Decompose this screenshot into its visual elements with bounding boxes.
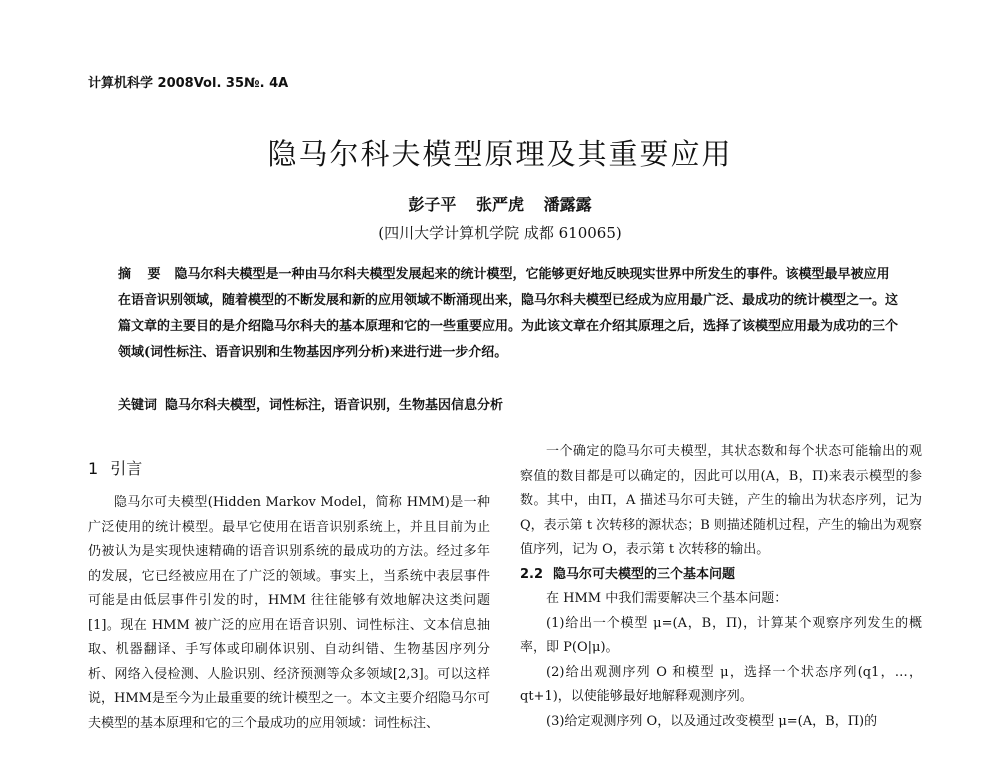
- subsection-number: 2.2: [520, 566, 544, 582]
- journal-header: 计算机科学 2008Vol. 35№. 4A: [88, 76, 289, 91]
- keywords-block: [118, 393, 898, 419]
- abstract-block: [118, 262, 898, 366]
- subsection-title: 隐马尔可夫模型的三个基本问题: [553, 566, 736, 582]
- subsection-heading: [520, 563, 922, 588]
- intro-paragraph: 隐马尔可夫模型(Hidden Markov Model，简称 HMM)是一种广泛使用的统计模型。最早它使用在语音识别系统上，并且目前为止仍被认为是实现快速精确的语音识别系统的最成功的方法。经过多年的发展，它已经被应用在了广泛的领域。事实上，当系统中表层事件可能是由低层事件引发的时，HMM 往往能够有效地解决这类问题[1]。现在 HMM 被广泛的应用在语音识别、词性标注、文本信息抽取、机器翻译、手写体或印刷体识别、自动纠错、生物基因序列分析、网络入侵检测、人脸识别、经济预测等众多领域[2,3]。可以这样说，HMM是至今为止最重要的统计模型之一。本文主要介绍隐马尔可夫模型的基本原理和它的三个最成功的应用领域：词性标注、: [88, 495, 490, 731]
- section-heading: [88, 456, 490, 479]
- paper-authors: 彭子平 张严虎 潘露露: [408, 195, 592, 214]
- keywords-text: 隐马尔科夫模型，词性标注，语音识别，生物基因信息分析: [165, 398, 504, 413]
- continued-paragraph: 一个确定的隐马尔可夫模型，其状态数和每个状态可能输出的观察值的数目都是可以确定的，因此可以用(A，B，Π)来表示模型的参数。其中，由Π，A 描述马尔可夫链，产生的输出为状态序列，记为 Q，表示第 t 次转移的源状态；B 则描述随机过程，产生的输出为观察值序列，记为 O，表示第 t 次转移的输出。: [520, 444, 922, 557]
- section-number: 1: [88, 459, 99, 478]
- keywords-label: 关键词: [118, 398, 158, 413]
- left-column: [88, 440, 490, 736]
- paper-title: 隐马尔科夫模型原理及其重要应用: [267, 137, 733, 171]
- abstract-label: 摘 要: [118, 267, 167, 282]
- problems-intro: 在 HMM 中我们需要解决三个基本问题：: [546, 591, 788, 606]
- problem-item-2: (2)给出观测序列 O 和模型 μ，选择一个状态序列(q1，…，qt+1)，以使能够最好地解释观测序列。: [520, 664, 922, 704]
- problem-item-1: (1)给出一个模型 μ=(A，B，Π)，计算某个观察序列发生的概率，即 P(O|μ)。: [520, 615, 922, 655]
- abstract-text: 隐马尔科夫模型是一种由马尔科夫模型发展起来的统计模型，它能够更好地反映现实世界中所发生的事件。该模型最早被应用在语音识别领域，随着模型的不断发展和新的应用领域不断涌现出来，隐马尔科夫模型已经成为应用最广泛、最成功的统计模型之一。这篇文章的主要目的是介绍隐马尔科夫的基本原理和它的一些重要应用。为此该文章在介绍其原理之后，选择了该模型应用最为成功的三个领域(词性标注、语音识别和生物基因序列分析)来进行进一步介绍。: [118, 267, 899, 360]
- right-column: [520, 440, 922, 734]
- section-title: 引言: [110, 459, 143, 478]
- paper-affiliation: (四川大学计算机学院 成都 610065): [378, 224, 622, 242]
- problem-item-3: (3)给定观测序列 O，以及通过改变模型 μ=(A，B，Π)的: [546, 713, 878, 729]
